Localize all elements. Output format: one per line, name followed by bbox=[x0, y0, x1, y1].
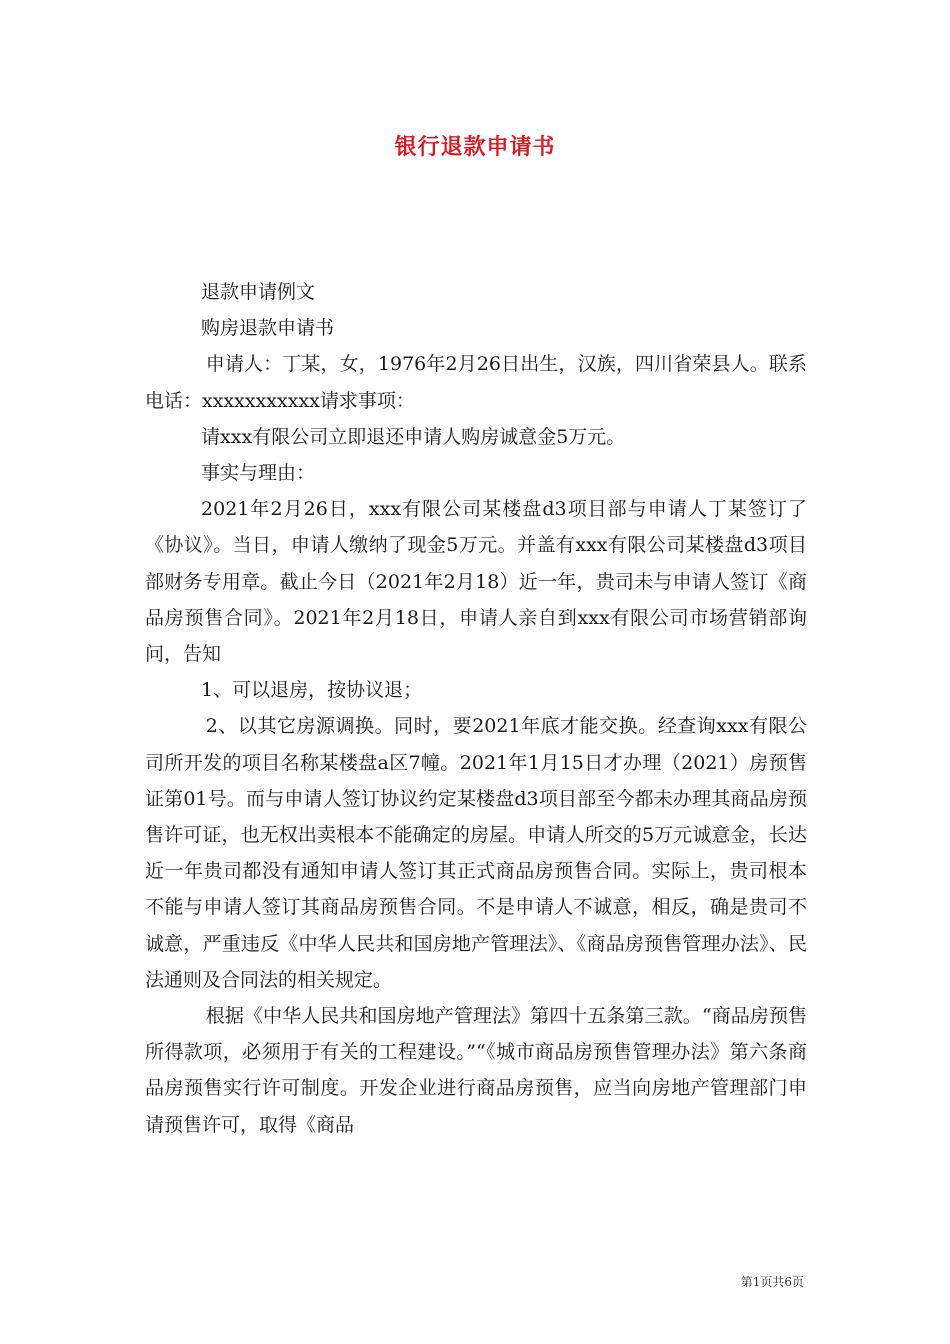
document-title: 银行退款申请书 bbox=[394, 135, 556, 160]
paragraph-request: 请xxx有限公司立即退还申请人购房诚意金5万元。 bbox=[201, 425, 626, 448]
paragraph-facts-heading: 事实与理由： bbox=[201, 462, 316, 485]
document-body bbox=[145, 274, 807, 1143]
paragraph-option-2: 2、以其它房源调换。同时，要2021年底才能交换。经查询xxx有限公司所开发的项目名称某楼盘a区7幢。2021年1月15日才办理（2021）房预售证第01号。而与申请人签订协议约定某楼盘d3项目部至今都未办理其商品房预售许可证，也无权出卖根本不能确定的房屋。申请人所交的5万元诚意金，长达近一年贵司都没有通知申请人签订其正式商品房预售合同。实际上，贵司根本不能与申请人签订其商品房预售合同。不是申请人不诚意，相反，确是贵司不诚意，严重违反《中华人民共和国房地产管理法》、《商品房预售管理办法》、民法通则及合同法的相关规定。 bbox=[145, 715, 807, 991]
paragraph-legal-basis: 根据《中华人民共和国房地产管理法》第四十五条第三款。“商品房预售所得款项，必须用于有关的工程建设。”“《城市商品房预售管理办法》第六条商品房预售实行许可制度。开发企业进行商品房预售，应当向房地产管理部门申请预售许可，取得《商品 bbox=[145, 1005, 807, 1136]
paragraph-heading: 购房退款申请书 bbox=[201, 317, 335, 340]
paragraph-option-1: 1、可以退房，按协议退； bbox=[201, 679, 423, 702]
paragraph-facts: 2021年2月26日，xxx有限公司某楼盘d3项目部与申请人丁某签订了《协议》。当日，申请人缴纳了现金5万元。并盖有xxx有限公司某楼盘d3项目部财务专用章。截止今日（2021年2月18）近一年，贵司未与申请人签订《商品房预售合同》。2021年2月18日，申请人亲自到xxx有限公司市场营销部询问，告知 bbox=[145, 498, 807, 666]
paragraph-subtitle: 退款申请例文 bbox=[201, 281, 316, 303]
page-indicator: 第1页共6页 bbox=[740, 1275, 804, 1289]
paragraph-applicant: 申请人：丁某，女，1976年2月26日出生，汉族，四川省荣县人。联系电话：xxxxxxxxxxx请求事项： bbox=[145, 353, 807, 412]
